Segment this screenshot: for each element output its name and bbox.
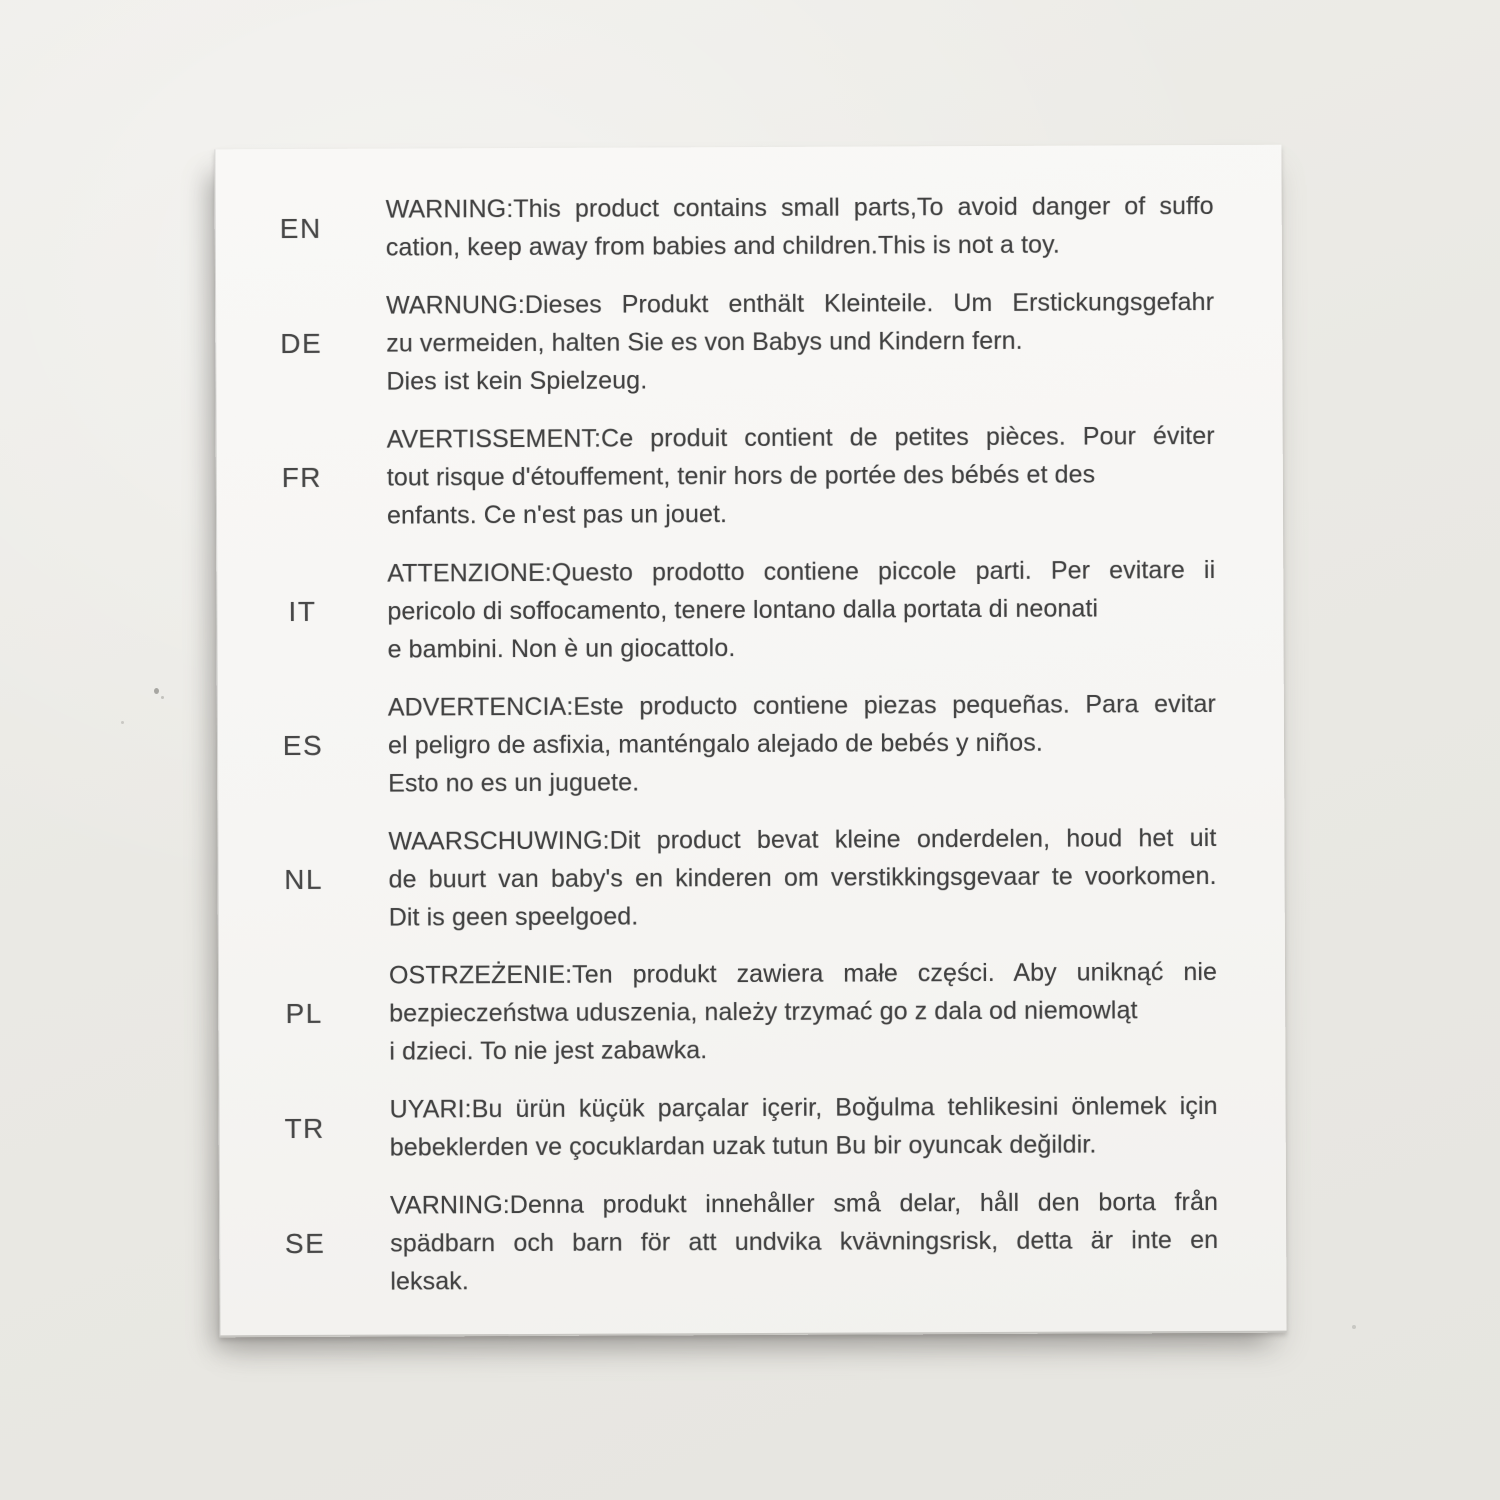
language-code-pl: PL — [285, 997, 323, 1030]
language-code-en: EN — [279, 212, 322, 245]
language-code-es: ES — [282, 729, 324, 762]
warning-line: Esto no es un juguete. — [388, 768, 640, 798]
language-code-fr: FR — [281, 461, 323, 494]
warning-line: cation, keep away from babies and children.This is not a toy. — [385, 230, 1060, 262]
language-code-se: SE — [284, 1227, 326, 1260]
warning-line: leksak. — [390, 1267, 469, 1296]
warning-line: UYARI:Bu ürün küçük parçalar içerir, Boğulma tehlikesini önlemek için — [389, 1091, 1218, 1124]
warning-line: WARNING:This product contains small parts,To avoid danger of suffo — [385, 191, 1214, 224]
warning-text-nl — [388, 819, 1216, 937]
warning-text-pl — [389, 953, 1217, 1071]
language-code-it: IT — [288, 595, 317, 628]
warning-line: tout risque d'étouffement, tenir hors de portée des bébés et des — [386, 460, 1096, 492]
warning-text-it — [387, 551, 1215, 669]
language-code-de: DE — [280, 327, 323, 360]
warning-section-se — [220, 1183, 1218, 1301]
warning-label-content — [215, 145, 1286, 1302]
warning-section-it — [217, 551, 1215, 669]
warning-section-en — [216, 187, 1214, 267]
warning-line: WARNUNG:Dieses Produkt enthält Kleinteile. Um Erstickungsgefahr — [386, 287, 1215, 320]
language-code-tr: TR — [284, 1112, 325, 1145]
warning-line: bezpieczeństwa uduszenia, należy trzymać go z dala od niemowląt — [389, 996, 1138, 1028]
warning-line: WAARSCHUWING:Dit product bevat kleine onderdelen, houd het uit — [388, 823, 1217, 856]
warning-line: pericolo di soffocamento, tenere lontano dalla portata di neonati — [387, 594, 1099, 626]
warning-section-es — [218, 685, 1216, 803]
warning-line: el peligro de asfixia, manténgalo alejado de bebés y niños. — [387, 728, 1044, 760]
warning-line: ATTENZIONE:Questo prodotto contiene piccole parti. Per evitare ii — [387, 555, 1216, 588]
dust-speck — [121, 721, 124, 724]
warning-line: bebeklerden ve çocuklardan uzak tutun Bu bir oyuncak değildir. — [389, 1130, 1097, 1162]
warning-line: enfants. Ce n'est pas un jouet. — [386, 500, 728, 530]
warning-section-de — [216, 283, 1214, 401]
warning-line: OSTRZEŻENIE:Ten produkt zawiera małe części. Aby uniknąć nie — [388, 957, 1218, 990]
warning-line: de buurt van baby's en kinderen om verstikkingsgevaar te voorkomen. — [388, 861, 1217, 894]
warning-line: i dzieci. To nie jest zabawka. — [389, 1036, 708, 1066]
dust-speck — [161, 696, 164, 699]
warning-text-es — [388, 685, 1216, 803]
warning-text-en — [386, 187, 1214, 267]
dust-speck — [154, 688, 159, 694]
dust-speck — [1352, 1325, 1356, 1329]
warning-text-tr — [390, 1087, 1218, 1167]
warning-text-de — [386, 283, 1214, 401]
warning-text-se — [390, 1183, 1218, 1301]
warning-line: e bambini. Non è un giocattolo. — [387, 634, 736, 664]
warning-line: ADVERTENCIA:Este producto contiene piezas pequeñas. Para evitar — [387, 689, 1216, 722]
language-code-nl: NL — [284, 863, 324, 896]
warning-section-nl — [218, 819, 1216, 937]
warning-label-paper — [214, 145, 1286, 1338]
warning-line: spädbarn och barn för att undvika kvävningsrisk, detta är inte en — [390, 1225, 1219, 1258]
warning-line: VARNING:Denna produkt innehåller små delar, håll den borta från — [389, 1187, 1219, 1220]
warning-section-fr — [217, 417, 1215, 535]
warning-line: AVERTISSEMENT:Ce produit contient de petites pièces. Pour éviter — [386, 421, 1215, 454]
warning-line: zu vermeiden, halten Sie es von Babys und Kindern fern. — [386, 326, 1023, 358]
warning-section-pl — [219, 953, 1217, 1071]
warning-text-fr — [387, 417, 1215, 535]
warning-section-tr — [220, 1087, 1218, 1167]
warning-line: Dit is geen speelgoed. — [388, 902, 639, 932]
warning-line: Dies ist kein Spielzeug. — [386, 366, 648, 396]
